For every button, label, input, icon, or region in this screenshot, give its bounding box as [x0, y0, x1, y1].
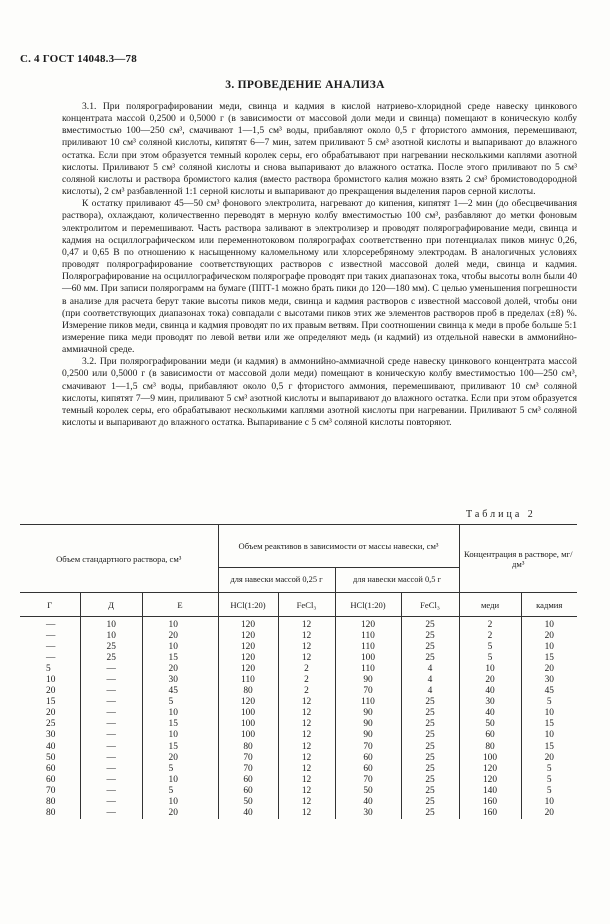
table-cell: 100 — [459, 753, 521, 764]
header-col-e: Е — [142, 593, 218, 617]
table-cell: 25 — [401, 742, 459, 753]
table-cell: 10 — [521, 730, 577, 741]
table-cell: 25 — [401, 617, 459, 632]
table-cell: 70 — [335, 742, 401, 753]
table-cell: 5 — [459, 642, 521, 653]
table-row — [20, 653, 577, 664]
table-cell: 15 — [521, 719, 577, 730]
table-cell: 110 — [335, 631, 401, 642]
table-row — [20, 786, 577, 797]
table-cell: 5 — [521, 764, 577, 775]
table-cell: 10 — [521, 797, 577, 808]
table-cell: 45 — [521, 686, 577, 697]
table-cell: 12 — [278, 808, 335, 819]
table-cell: 25 — [401, 808, 459, 819]
table-row — [20, 742, 577, 753]
table-cell: 140 — [459, 786, 521, 797]
table-cell: 25 — [80, 642, 142, 653]
table-cell: 10 — [142, 708, 218, 719]
table-caption: Таблица 2 — [466, 509, 536, 520]
table-row — [20, 753, 577, 764]
table-cell: 80 — [218, 686, 278, 697]
table-row — [20, 642, 577, 653]
table-cell: 2 — [459, 617, 521, 632]
table-cell: 20 — [142, 753, 218, 764]
table-cell: 120 — [335, 617, 401, 632]
table-cell: 25 — [401, 753, 459, 764]
data-table — [20, 524, 577, 819]
table-cell: — — [80, 742, 142, 753]
table-cell: 25 — [401, 775, 459, 786]
table-cell: 60 — [218, 786, 278, 797]
table-cell: 90 — [335, 730, 401, 741]
table-cell: 60 — [46, 774, 56, 785]
table-cell: 110 — [335, 642, 401, 653]
paragraph-residue: К остатку приливают 45—50 см³ фонового электролита, нагревают до кипения, кипятят 1—2 мин (до обесцвечивания раствора), охлаждают, количественно переводят в мерную колбу вместимостью 100 см³, разбавляют до метки фоновым электролитом и перемешивают. Часть раствора заливают в электролизер и проводят полярографирование меди, свинца и кадмия на осциллографическом или переменнотоковом полярографах соответственно при потенциалах пиков минус 0,26, 0,47 и 0,65 В по отношению к насыщенному каломельному или хлорсеребряному электродам. В аналогичных условиях проводят полярографирование соответствующих растворов с известной массовой долей меди, свинца и кадмия. Полярографирование на осциллографическом полярографе проводят при таких диапазонах тока, чтобы высоты волн были 40—60 мм. При записи полярограмм на бумаге (ППТ-1 можно брать пики до 120—180 мм). С целью уменьшения погрешности в анализе для расчета берут такие высоты пиков меди, свинца и кадмия растворов с известной массовой долей, чтобы они (при соответствующих диапазонах тока) совпадали с высотами пиков этих же элементов растворов проб в пределах (±8) %. Измерение пиков меди, свинца и кадмия проводят по их правым ветвям. При соотношении свинца к меди в пробе больше 5:1 измерение пика меди проводят по левой ветви или же определяют медь (и кадмий) из отдельной навески в аммонийно-аммиачной среде. — [62, 198, 577, 356]
table-cell: 120 — [218, 697, 278, 708]
table-cell: 40 — [335, 797, 401, 808]
table-cell: 70 — [335, 775, 401, 786]
table-cell: 80 — [46, 796, 56, 807]
table-cell: 12 — [278, 708, 335, 719]
table-cell: 30 — [521, 675, 577, 686]
table-cell: — — [80, 786, 142, 797]
page-header: С. 4 ГОСТ 14048.3—78 — [20, 53, 137, 65]
table-cell: 10 — [46, 675, 56, 686]
table-cell: 20 — [521, 808, 577, 819]
table-cell: 20 — [142, 808, 218, 819]
table-cell: 10 — [142, 797, 218, 808]
header-copper: меди — [459, 593, 521, 617]
table-cell: — — [80, 664, 142, 675]
table-cell: 40 — [218, 808, 278, 819]
table-cell: 45 — [142, 686, 218, 697]
table-row — [20, 675, 577, 686]
table-cell: 25 — [401, 697, 459, 708]
table-cell: — — [46, 631, 56, 642]
table-cell: 10 — [521, 617, 577, 632]
table-cell: 2 — [278, 686, 335, 697]
table-cell: 12 — [278, 797, 335, 808]
header-hcl-05: HCl(1:20) — [335, 593, 401, 617]
table-cell: — — [80, 808, 142, 819]
table-cell: 12 — [278, 753, 335, 764]
table-cell: 30 — [335, 808, 401, 819]
table-cell: 100 — [218, 719, 278, 730]
table-row — [20, 808, 577, 819]
table-cell: 4 — [401, 664, 459, 675]
table-cell: 25 — [401, 631, 459, 642]
header-mass-05: для навески массой 0,5 г — [335, 568, 459, 593]
table-cell: — — [46, 620, 56, 630]
table-cell: 12 — [278, 631, 335, 642]
table-cell: — — [80, 753, 142, 764]
table-cell: 10 — [459, 664, 521, 675]
table-cell: 12 — [278, 730, 335, 741]
table-cell: 25 — [46, 719, 56, 730]
table-cell: 5 — [521, 697, 577, 708]
table-cell: — — [80, 697, 142, 708]
table-cell: 40 — [46, 741, 56, 752]
table-cell: 30 — [459, 697, 521, 708]
table-cell: 90 — [335, 719, 401, 730]
table-cell: 10 — [142, 730, 218, 741]
table-cell: — — [46, 653, 56, 664]
table-cell: 30 — [46, 730, 56, 741]
table-row — [20, 775, 577, 786]
table-cell: 60 — [335, 753, 401, 764]
table-cell: — — [80, 775, 142, 786]
table-cell: 5 — [521, 775, 577, 786]
table-cell: 120 — [218, 664, 278, 675]
table-cell: 25 — [401, 797, 459, 808]
table-cell: 160 — [459, 797, 521, 808]
table-cell: 4 — [401, 675, 459, 686]
header-fecl-025: FeCl₃ — [278, 593, 335, 617]
table-cell: 15 — [142, 719, 218, 730]
table-cell: 25 — [401, 730, 459, 741]
table-cell: 110 — [335, 697, 401, 708]
table-cell: 20 — [142, 664, 218, 675]
header-col-d: Д — [80, 593, 142, 617]
table-cell: 50 — [218, 797, 278, 808]
table-cell: 12 — [278, 775, 335, 786]
table-cell: — — [80, 708, 142, 719]
table-cell: 100 — [335, 653, 401, 664]
table-cell: 110 — [218, 675, 278, 686]
table-cell: 10 — [521, 708, 577, 719]
table-cell: 15 — [521, 653, 577, 664]
paragraph-3-1: 3.1. При полярографировании меди, свинца и кадмия в кислой натриево-хлоридной среде навеску цинкового концентрата массой 0,2500 и 0,5000 г (в зависимости от массовой доли меди и свинца) помещают в коническую колбу вместимостью 100—250 см³, смачивают 1—1,5 см³ воды, прибавляют около 0,5 г фтористого аммония, перемешивают, приливают 10 см³ соляной кислоты, кипятят 6—7 мин, затем приливают 5 см³ азотной кислоты и выпаривают до влажного остатка. Если при этом образуется темный королек серы, его обрабатывают при нагревании несколькими каплями азотной кислоты. Приливают 5 см³ соляной кислоты и снова выпаривают до влажного остатка. После этого приливают по 5 см³ соляной кислоты и раствора бромистого калия (вместо раствора бромистого калия можно взять 2 см³ бромистоводородной кислоты), 2 см³ разбавленной 1:1 серной кислоты и выпаривают до прекращения выделения паров серной кислоты. — [62, 101, 577, 198]
table-cell: 60 — [218, 775, 278, 786]
table-cell: 12 — [278, 742, 335, 753]
table-cell: 60 — [46, 763, 56, 774]
table-cell: 120 — [459, 775, 521, 786]
table-cell: 12 — [278, 653, 335, 664]
table-cell: 90 — [335, 708, 401, 719]
table-cell: 10 — [80, 617, 142, 632]
table-cell: 25 — [401, 708, 459, 719]
table-cell: 12 — [278, 697, 335, 708]
table-row — [20, 631, 577, 642]
table-cell: 10 — [142, 642, 218, 653]
table-cell: 20 — [142, 631, 218, 642]
table-cell: 40 — [459, 686, 521, 697]
table-cell: 4 — [401, 686, 459, 697]
table-row — [20, 730, 577, 741]
table-cell: 50 — [459, 719, 521, 730]
table-row — [20, 697, 577, 708]
table-cell: 2 — [278, 675, 335, 686]
header-fecl-05: FeCl₃ — [401, 593, 459, 617]
paragraph-3-2: 3.2. При полярографировании меди (и кадмия) в аммонийно-аммиачной среде навеску цинкового концентрата массой 0,2500 или 0,5000 г (в зависимости от массовой доли меди) помещают в коническую колбу вместимостью 100—250 см³, смачивают 1—1,5 см³ воды, прибавляют около 0,5 г фтористого аммония, перемешивают, приливают 10 см³ соляной кислоты, кипятят 7—9 мин, приливают 5 см³ азотной кислоты и выпаривают до влажного остатка. Если при этом образуется темный королек серы, его обрабатывают несколькими каплями азотной кислоты при нагревании. Приливают 5 см³ соляной кислоты и выпаривают до влажного остатка. Выпаривание с 5 см³ соляной кислоты повторяют. — [62, 356, 577, 429]
table-cell: — — [80, 764, 142, 775]
table-cell: 25 — [401, 642, 459, 653]
table-cell: 12 — [278, 617, 335, 632]
table-cell: 5 — [142, 697, 218, 708]
table-cell: — — [46, 642, 56, 653]
table-cell: 70 — [335, 686, 401, 697]
table-cell: 15 — [142, 653, 218, 664]
table-cell: 90 — [335, 675, 401, 686]
table-row — [20, 617, 577, 632]
table-cell: 120 — [218, 642, 278, 653]
table-cell: 110 — [335, 664, 401, 675]
table-cell: 120 — [218, 653, 278, 664]
table-cell: 5 — [142, 764, 218, 775]
table-cell: 20 — [521, 631, 577, 642]
header-reagent-volume: Объем реактивов в зависимости от массы навески, см³ — [218, 525, 459, 568]
table-cell: 120 — [218, 617, 278, 632]
table-cell: 80 — [459, 742, 521, 753]
table-cell: 20 — [459, 675, 521, 686]
table-cell: 25 — [401, 764, 459, 775]
table-cell: 15 — [521, 742, 577, 753]
table-cell: 25 — [80, 653, 142, 664]
section-title: 3. ПРОВЕДЕНИЕ АНАЛИЗА — [225, 79, 385, 91]
table-row — [20, 719, 577, 730]
table-cell: 2 — [278, 664, 335, 675]
header-concentration: Концентрация в растворе, мг/дм³ — [459, 525, 577, 593]
table-cell: 70 — [46, 785, 56, 796]
table-cell: 80 — [46, 807, 56, 818]
table-cell: 60 — [459, 730, 521, 741]
table-row — [20, 708, 577, 719]
table-cell: — — [80, 686, 142, 697]
header-mass-025: для навески массой 0,25 г — [218, 568, 335, 593]
table-cell: 15 — [142, 742, 218, 753]
table-cell: 20 — [46, 686, 56, 697]
table-cell: 70 — [218, 764, 278, 775]
table-cell: 120 — [459, 764, 521, 775]
table-cell: 12 — [278, 719, 335, 730]
table-cell: 10 — [142, 775, 218, 786]
header-cadmium: кадмия — [521, 593, 577, 617]
table-cell: 10 — [80, 631, 142, 642]
table-cell: 12 — [278, 764, 335, 775]
table-cell: 12 — [278, 642, 335, 653]
header-col-g: Г — [20, 593, 80, 617]
table-cell: 70 — [218, 753, 278, 764]
table-cell: — — [80, 719, 142, 730]
table-cell: — — [80, 675, 142, 686]
table-row — [20, 797, 577, 808]
table-cell: — — [80, 797, 142, 808]
table-cell: 160 — [459, 808, 521, 819]
table-cell: 25 — [401, 653, 459, 664]
table-row — [20, 686, 577, 697]
table-cell: 5 — [46, 664, 51, 675]
table-cell: 25 — [401, 786, 459, 797]
table-cell: — — [80, 730, 142, 741]
table-cell: 100 — [218, 730, 278, 741]
table-row — [20, 664, 577, 675]
table-cell: 40 — [459, 708, 521, 719]
table-cell: 120 — [218, 631, 278, 642]
table-cell: 20 — [521, 664, 577, 675]
table-cell: 2 — [459, 631, 521, 642]
body-text — [62, 101, 577, 429]
table-cell: 15 — [46, 697, 56, 708]
table-cell: 50 — [46, 752, 56, 763]
table-cell: 20 — [521, 753, 577, 764]
table-cell: 10 — [142, 617, 218, 632]
table-cell: 80 — [218, 742, 278, 753]
table-cell: 30 — [142, 675, 218, 686]
table-cell: 50 — [335, 786, 401, 797]
table-row — [20, 764, 577, 775]
table-cell: 5 — [142, 786, 218, 797]
table-cell: 10 — [521, 642, 577, 653]
table-cell: 5 — [459, 653, 521, 664]
table-cell: 60 — [335, 764, 401, 775]
table-cell: 100 — [218, 708, 278, 719]
header-standard-volume: Объем стандартного раствора, см³ — [20, 525, 218, 593]
header-hcl-025: HCl(1:20) — [218, 593, 278, 617]
table-cell: 20 — [46, 708, 56, 719]
table-cell: 12 — [278, 786, 335, 797]
table-cell: 5 — [521, 786, 577, 797]
table-cell: 25 — [401, 719, 459, 730]
